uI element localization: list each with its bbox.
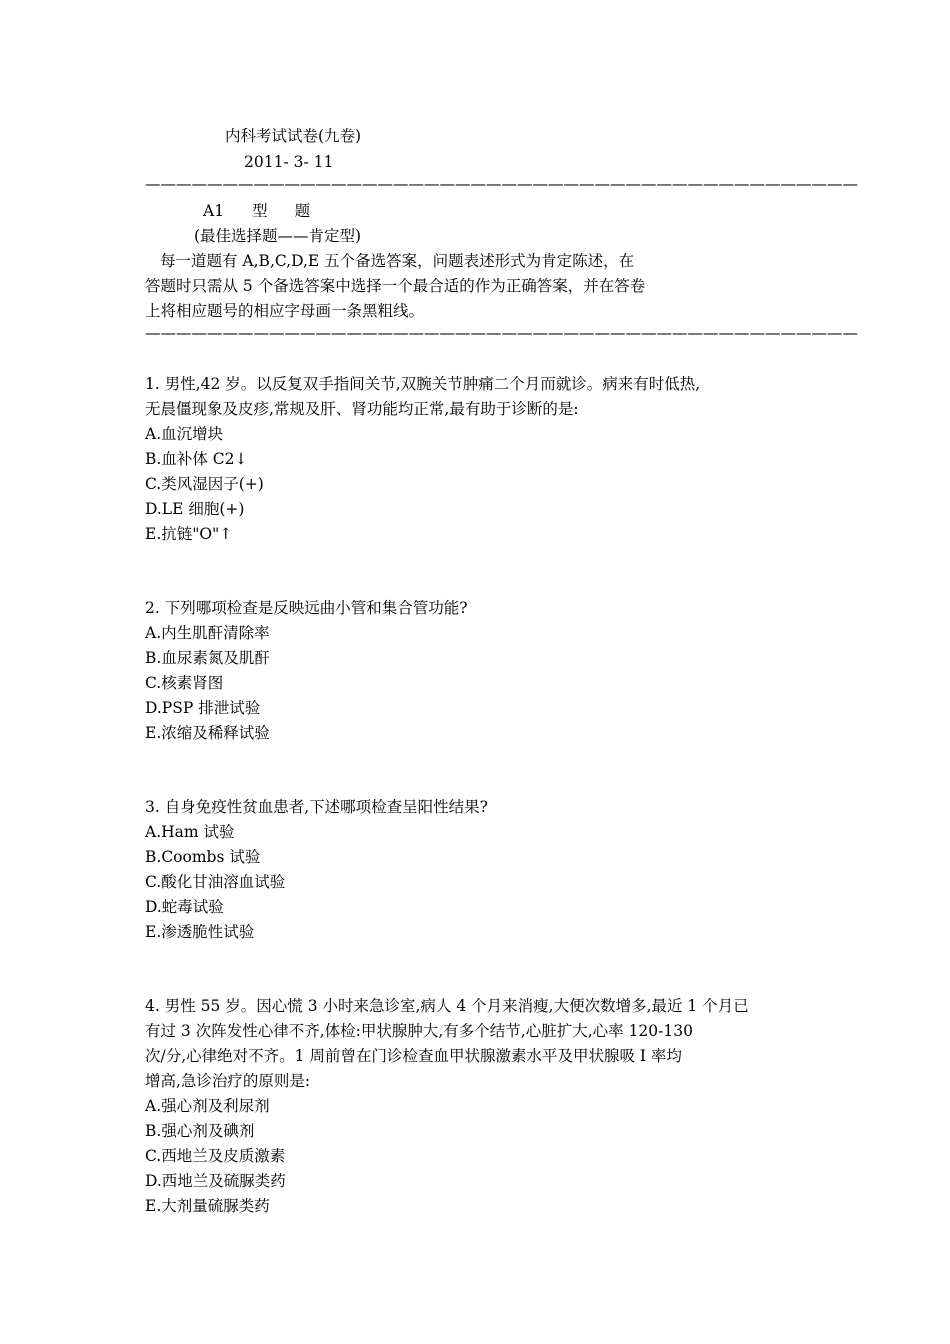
question-stem: 3. 自身免疫性贫血患者,下述哪项检查呈阳性结果? (145, 798, 488, 816)
answer-option-e: E.抗链"O"↑ (145, 525, 233, 543)
answer-option-b: B.血补体 C2↓ (145, 450, 248, 468)
section-title (203, 199, 310, 224)
answer-option-c: C.类风湿因子(+) (145, 475, 264, 493)
question-stem: 4. 男性 55 岁。因心慌 3 小时来急诊室,病人 4 个月来消瘦,大便次数增多,最近 1 个月已 (145, 997, 749, 1015)
question-stem: 无晨僵现象及皮疹,常规及肝、肾功能均正常,最有助于诊断的是: (145, 400, 579, 418)
answer-option-d: D.蛇毒试验 (145, 898, 224, 916)
question-stem: 有过 3 次阵发性心律不齐,体检:甲状腺肿大,有多个结节,心脏扩大,心率 120-130 (145, 1022, 693, 1040)
answer-option-c: C.西地兰及皮质激素 (145, 1147, 286, 1165)
answer-option-a: A.Ham 试验 (145, 823, 235, 841)
answer-option-b: B.血尿素氮及肌酐 (145, 649, 270, 667)
answer-option-d: D.LE 细胞(+) (145, 500, 245, 518)
question-stem: 增高,急诊治疗的原则是: (145, 1072, 311, 1090)
answer-option-e: E.浓缩及稀释试验 (145, 724, 270, 742)
exam-title: 内科考试试卷(九卷) (225, 127, 362, 145)
divider-rule-top: —————————————————————————————————————————————— (145, 175, 858, 193)
section-subtitle: (最佳选择题——肯定型) (194, 227, 362, 245)
answer-option-c: C.酸化甘油溶血试验 (145, 873, 286, 891)
answer-option-d: D.西地兰及硫脲类药 (145, 1172, 286, 1190)
divider-rule-bottom: —————————————————————————————————————————————— (145, 324, 858, 342)
section-title-type: 型 (252, 202, 268, 220)
answer-option-b: B.Coombs 试验 (145, 848, 261, 866)
answer-option-a: A.强心剂及利尿剂 (145, 1097, 270, 1115)
question-3 (145, 795, 488, 945)
answer-option-e: E.大剂量硫脲类药 (145, 1197, 270, 1215)
instruction-line: 上将相应题号的相应字母画一条黑粗线。 (145, 302, 425, 320)
question-4 (145, 994, 749, 1219)
answer-option-a: A.血沉增块 (145, 425, 224, 443)
instruction-line: 每一道题有 A,B,C,D,E 五个备选答案，问题表述形式为肯定陈述，在 (160, 252, 635, 270)
question-stem: 2. 下列哪项检查是反映远曲小管和集合管功能? (145, 599, 468, 617)
exam-date: 2011- 3- 11 (244, 153, 334, 171)
question-stem: 1. 男性,42 岁。以反复双手指间关节,双腕关节肿痛二个月而就诊。病来有时低热, (145, 375, 701, 393)
answer-option-e: E.渗透脆性试验 (145, 923, 255, 941)
answer-option-b: B.强心剂及碘剂 (145, 1122, 255, 1140)
answer-option-d: D.PSP 排泄试验 (145, 699, 261, 717)
answer-option-a: A.内生肌酐清除率 (145, 624, 270, 642)
section-title-question: 题 (294, 202, 311, 220)
question-2 (145, 596, 468, 746)
section-title-code: A1 (203, 202, 225, 220)
instruction-line: 答题时只需从 5 个备选答案中选择一个最合适的作为正确答案，并在答卷 (145, 277, 646, 295)
answer-option-c: C.核素肾图 (145, 674, 224, 692)
question-1 (145, 372, 700, 547)
question-stem: 次/分,心律绝对不齐。1 周前曾在门诊检查血甲状腺激素水平及甲状腺吸 I 率均 (145, 1047, 682, 1065)
